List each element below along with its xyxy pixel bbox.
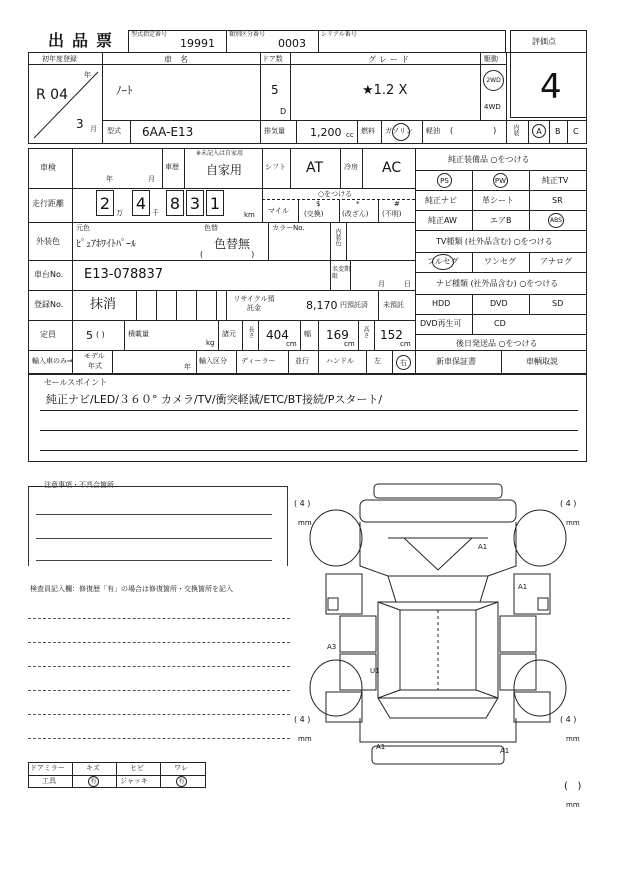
length-label: 長さ bbox=[247, 326, 254, 338]
reg-value: 抹消 bbox=[90, 297, 117, 312]
color-no-label: カラーNo. bbox=[272, 224, 305, 232]
interior-a-circle bbox=[532, 124, 546, 138]
original-color: ﾋﾟｭｱﾎﾜｲﾄﾊﾟｰﾙ bbox=[76, 239, 136, 250]
interior-b: B bbox=[555, 127, 561, 136]
doors-label: ドア数 bbox=[262, 55, 283, 63]
score-label: 評価点 bbox=[532, 37, 556, 46]
genuine-navi: 純正ナビ bbox=[425, 196, 457, 205]
parallel-label: 並行 bbox=[295, 357, 309, 365]
capacity-paren: ( ) bbox=[96, 330, 105, 339]
tire-rr: ( 4 ) bbox=[560, 715, 577, 724]
interior-a: A bbox=[536, 127, 542, 136]
tire-fl-mm: mm bbox=[298, 519, 312, 527]
width-value: 169 bbox=[326, 328, 349, 342]
inspector-label: 検査員記入欄：修復歴「有」の場合は修復箇所・交換箇所を記入 bbox=[30, 585, 233, 593]
tire-rl: ( 4 ) bbox=[294, 715, 311, 724]
genuine-tv: 純正TV bbox=[542, 176, 569, 185]
model-value: 6AA-E13 bbox=[142, 125, 194, 139]
car-name: ﾉｰﾄ bbox=[116, 84, 133, 97]
notes-bracket bbox=[28, 486, 288, 566]
right-circle bbox=[396, 355, 411, 370]
tamper-text: (改ざん) bbox=[342, 210, 369, 218]
drive-2wd-circle bbox=[483, 70, 504, 91]
fuel-gasoline: ガソリン bbox=[385, 127, 413, 135]
category-label: 類別区分番号 bbox=[229, 31, 266, 38]
doors-suffix: D bbox=[280, 107, 287, 116]
height-value: 152 bbox=[380, 328, 403, 342]
ps-circle bbox=[437, 173, 452, 188]
grade-value: ★1.2 X bbox=[362, 83, 408, 98]
ac-value: AC bbox=[382, 160, 402, 176]
repaint-value: 色替無 bbox=[214, 237, 251, 251]
legend-jack: ジャッキ bbox=[120, 777, 148, 785]
fuel-paren: ( ) bbox=[450, 126, 497, 135]
mark-a1-right: A1 bbox=[518, 583, 528, 591]
abs-label: ABS bbox=[550, 217, 562, 224]
drive-label: 駆動 bbox=[484, 55, 498, 63]
dims-label: 諸元 bbox=[222, 330, 236, 338]
recycle-value: 8,170 bbox=[306, 299, 338, 312]
form-type-value: 19991 bbox=[180, 37, 215, 50]
tire-rl-mm: mm bbox=[298, 735, 312, 743]
tv-header: TV種類 (社外品含む) ○をつける bbox=[436, 237, 553, 246]
interior-c: C bbox=[573, 127, 579, 136]
original-color-label: 元色 bbox=[76, 224, 90, 232]
tire-fr-mm: mm bbox=[566, 519, 580, 527]
fuel-light: 軽油 bbox=[426, 127, 440, 135]
repaint-label: 色替 bbox=[204, 224, 218, 232]
man-unit: 万 bbox=[116, 209, 123, 217]
model-year-l2: 年式 bbox=[88, 362, 102, 370]
color-label: 外装色 bbox=[36, 237, 60, 246]
cc-unit: cc bbox=[346, 131, 354, 139]
shift-value: AT bbox=[306, 160, 324, 176]
year-suffix: 年 bbox=[84, 71, 91, 79]
displacement-label: 排気量 bbox=[264, 127, 285, 135]
ac-label: 冷房 bbox=[344, 163, 358, 171]
name-change-month: 月 bbox=[378, 280, 385, 288]
tire-spare: ( ) bbox=[564, 781, 582, 792]
first-reg-label: 初年度登録 bbox=[42, 55, 77, 63]
handle-label: ハンドル bbox=[326, 357, 354, 365]
chassis-label: 車台No. bbox=[34, 270, 64, 279]
interior-label: 内装 bbox=[512, 124, 519, 136]
cd: CD bbox=[494, 319, 506, 328]
sd: SD bbox=[552, 299, 564, 308]
dvd-play: DVD再生可 bbox=[420, 319, 462, 328]
first-reg-month: 3 bbox=[76, 117, 84, 131]
car-name-label: 車 名 bbox=[164, 55, 188, 64]
chassis-value: E13-078837 bbox=[84, 267, 164, 282]
warranty: 新車保証書 bbox=[436, 357, 476, 366]
notes-label: 注意事項・不具合箇所 bbox=[44, 481, 114, 489]
kg-unit: kg bbox=[206, 339, 215, 347]
length-cm: cm bbox=[286, 340, 297, 348]
legend-tools: 工具 bbox=[42, 777, 56, 785]
serial-label: シリアル番号 bbox=[321, 31, 357, 38]
shift-label: シフト bbox=[265, 163, 286, 171]
navi-header: ナビ種類 (社外品含む) ○をつける bbox=[436, 279, 559, 288]
width-cm: cm bbox=[344, 340, 355, 348]
airbag: エアB bbox=[490, 216, 512, 225]
mileage-digit: 8 bbox=[166, 190, 184, 216]
interior-color-label: 内装色 bbox=[334, 228, 341, 246]
capacity-value: 5 bbox=[86, 329, 93, 342]
mark-u1: U1 bbox=[370, 667, 380, 675]
height-cm: cm bbox=[400, 340, 411, 348]
fuel-label: 燃料 bbox=[361, 127, 375, 135]
oneseg: ワンセグ bbox=[484, 257, 516, 266]
genuine-aw: 純正AW bbox=[428, 216, 457, 225]
mileage-digit: 1 bbox=[206, 190, 224, 216]
tamper-star: * bbox=[356, 200, 360, 208]
page-title: 出品票 bbox=[48, 31, 121, 50]
mileage-digit: 2 bbox=[96, 190, 114, 216]
mark-a1-front: A1 bbox=[478, 543, 488, 551]
tire-fr: ( 4 ) bbox=[560, 499, 577, 508]
tire-spare-mm: mm bbox=[566, 801, 580, 809]
shaken-month: 月 bbox=[148, 175, 155, 183]
manual: 車輌取説 bbox=[526, 357, 558, 366]
grade-label: グレード bbox=[368, 55, 412, 64]
mile-label: マイル bbox=[268, 207, 289, 215]
model-label: 型式 bbox=[107, 127, 121, 135]
tire-fl: ( 4 ) bbox=[294, 499, 311, 508]
mileage-digit: 4 bbox=[132, 190, 150, 216]
car-diagram bbox=[300, 478, 576, 776]
tools-mark: 有 bbox=[88, 776, 99, 787]
sales-points-box bbox=[28, 374, 587, 462]
abs-circle bbox=[548, 213, 564, 228]
unknown-hash: # bbox=[394, 200, 400, 208]
left-label: 左 bbox=[374, 357, 381, 365]
tsukeru-note: ○をつける bbox=[318, 190, 353, 198]
displacement-value: 1,200 bbox=[310, 126, 342, 139]
name-change-day: 日 bbox=[404, 280, 411, 288]
recycle-label: リサイクル預託金 bbox=[233, 295, 275, 313]
genuine-header: 純正装備品 ○をつける bbox=[448, 155, 530, 164]
legend-crack: ヒビ bbox=[130, 764, 144, 772]
category-value: 0003 bbox=[278, 37, 306, 50]
model-year-l1: モデル bbox=[84, 352, 105, 360]
import-type-label: 輸入区分 bbox=[199, 357, 227, 365]
leather: 革シート bbox=[482, 196, 514, 205]
model-year-unit: 年 bbox=[184, 363, 191, 371]
pw-label: PW bbox=[494, 177, 507, 185]
right-label: 右 bbox=[400, 359, 407, 367]
width-label: 幅 bbox=[304, 330, 311, 338]
drive-2wd: 2WD bbox=[486, 77, 501, 84]
sales-points-text: 純正ナビ/LED/３６０° カメラ/TV/衝突軽減/ETC/BT接続/Pスタート/ bbox=[46, 393, 383, 406]
shaken-label: 車検 bbox=[40, 163, 56, 172]
mark-a1-rear: A1 bbox=[376, 743, 386, 751]
month-suffix: 月 bbox=[90, 125, 97, 133]
sales-points-label: セールスポイント bbox=[44, 378, 108, 387]
legend-break: ワレ bbox=[174, 764, 188, 772]
capacity-label: 定員 bbox=[40, 330, 56, 339]
dealer-label: ディーラー bbox=[241, 357, 276, 365]
fullseg: フルセグ bbox=[427, 257, 459, 266]
history-note: ※未記入は自家用 bbox=[196, 150, 244, 157]
recycle-unit: 円預託済 bbox=[340, 301, 368, 309]
load-label: 積載量 bbox=[128, 330, 149, 338]
unknown-text: (不明) bbox=[382, 210, 402, 218]
swap-dollar: $ bbox=[316, 200, 321, 208]
hdd: HDD bbox=[432, 299, 451, 308]
dvd: DVD bbox=[490, 299, 508, 308]
fuel-gasoline-circle bbox=[392, 123, 410, 141]
height-label: 高さ bbox=[362, 326, 369, 338]
analog: アナログ bbox=[540, 257, 572, 266]
pw-circle bbox=[493, 173, 508, 188]
doors-value: 5 bbox=[271, 83, 279, 97]
import-label: 輸入車のみ⇒ bbox=[32, 357, 73, 365]
first-reg-era: R 04 bbox=[36, 87, 68, 103]
mileage-label: 走行距離 bbox=[32, 199, 64, 208]
mark-a3: A3 bbox=[327, 643, 337, 651]
score-value: 4 bbox=[540, 67, 562, 107]
later-header: 後日発送品 ○をつける bbox=[456, 339, 538, 348]
recycle-none: 未預託 bbox=[383, 301, 404, 309]
jack-mark: 有 bbox=[176, 776, 187, 787]
name-change-label: 名変期限 bbox=[332, 266, 351, 281]
mileage-digit: 3 bbox=[186, 190, 204, 216]
sr: SR bbox=[552, 196, 563, 205]
history-label: 車歴 bbox=[165, 163, 179, 171]
tire-rr-mm: mm bbox=[566, 735, 580, 743]
mark-a1-rear2: A1 bbox=[500, 747, 510, 755]
km-unit: km bbox=[244, 211, 255, 219]
history-value: 自家用 bbox=[206, 163, 243, 177]
sen-unit: 千 bbox=[152, 209, 159, 217]
legend-door-mirror: ドアミラー bbox=[30, 764, 65, 772]
legend-scratch: キズ bbox=[86, 764, 100, 772]
swap-text: (交換) bbox=[304, 210, 324, 218]
shaken-year: 年 bbox=[106, 175, 113, 183]
repaint-paren: ( ) bbox=[200, 250, 255, 259]
drive-4wd: 4WD bbox=[484, 103, 501, 111]
ps-label: PS bbox=[440, 177, 449, 185]
form-type-label: 型式指定番号 bbox=[131, 31, 168, 38]
length-value: 404 bbox=[266, 328, 289, 342]
reg-label: 登録No. bbox=[34, 300, 64, 309]
